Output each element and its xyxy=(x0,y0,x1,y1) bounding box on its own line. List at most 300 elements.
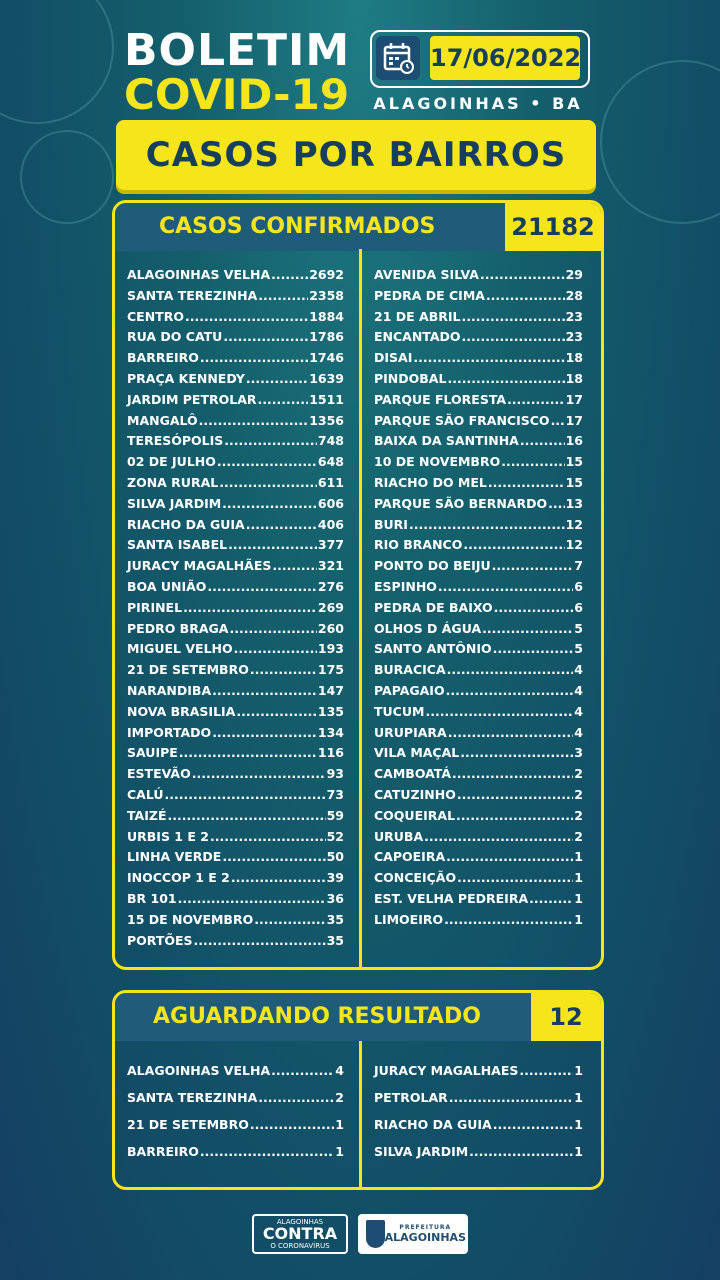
dot-leader xyxy=(210,827,326,848)
case-count: 4 xyxy=(574,724,583,740)
dot-leader xyxy=(246,369,308,390)
neighborhood-name: TERESÓPOLIS xyxy=(127,433,224,449)
list-item xyxy=(127,847,344,868)
neighborhood-name: PAPAGAIO xyxy=(374,682,445,698)
list-item xyxy=(127,619,344,640)
case-count: 1 xyxy=(574,1117,583,1132)
case-count: 17 xyxy=(565,391,583,407)
list-item xyxy=(127,348,344,369)
dot-leader xyxy=(548,494,565,515)
dot-leader xyxy=(250,660,317,681)
dot-leader xyxy=(222,494,317,515)
list-item xyxy=(374,743,583,764)
list-item xyxy=(127,1057,344,1084)
list-item xyxy=(374,473,583,494)
dot-leader xyxy=(452,764,573,785)
neighborhood-name: BR 101 xyxy=(127,890,177,906)
neighborhood-name: DISAI xyxy=(374,350,413,366)
neighborhood-name: ZONA RURAL xyxy=(127,474,219,490)
neighborhood-name: PARQUE SÃO FRANCISCO xyxy=(374,412,550,428)
dot-leader xyxy=(520,431,565,452)
case-count: 1 xyxy=(574,911,583,927)
case-count: 15 xyxy=(565,474,583,490)
list-item xyxy=(127,452,344,473)
case-count: 2 xyxy=(574,807,583,823)
dot-leader xyxy=(271,265,308,286)
neighborhood-name: EST. VELHA PEDREIRA xyxy=(374,890,529,906)
neighborhood-name: AVENIDA SILVA xyxy=(374,267,479,282)
case-count: 1356 xyxy=(309,412,344,428)
title-line1: BOLETIM xyxy=(124,25,351,76)
neighborhood-name: PORTÕES xyxy=(127,932,193,948)
dot-leader xyxy=(448,723,574,744)
list-item xyxy=(374,515,583,536)
location-label: ALAGOINHAS • BA xyxy=(373,94,583,113)
list-item xyxy=(374,1084,583,1111)
neighborhood-name: NARANDIBA xyxy=(127,682,212,698)
dot-leader xyxy=(456,806,573,827)
awaiting-right-column xyxy=(358,1057,601,1187)
dot-leader xyxy=(462,327,565,348)
case-count: 193 xyxy=(317,641,344,657)
list-item xyxy=(374,390,583,411)
list-item xyxy=(374,1138,583,1165)
case-count: 269 xyxy=(317,599,344,615)
case-count: 17 xyxy=(565,412,583,428)
case-count: 406 xyxy=(317,516,344,532)
neighborhood-name: ALAGOINHAS VELHA xyxy=(127,267,271,282)
city-logo xyxy=(358,1214,468,1254)
neighborhood-name: PONTO DO BEIJU xyxy=(374,558,491,574)
list-item xyxy=(127,431,344,452)
list-item xyxy=(374,806,583,827)
date-box xyxy=(370,30,590,88)
neighborhood-name: VILA MAÇAL xyxy=(374,745,460,761)
dot-leader xyxy=(234,639,317,660)
list-item xyxy=(374,307,583,328)
dot-leader xyxy=(501,452,564,473)
dot-leader xyxy=(447,369,564,390)
case-count: 36 xyxy=(326,890,344,906)
case-count: 1786 xyxy=(309,329,344,345)
dot-leader xyxy=(551,411,565,432)
case-count: 39 xyxy=(326,870,344,886)
dot-leader xyxy=(272,556,317,577)
city-top-text: PREFEITURA xyxy=(399,1224,452,1231)
confirmed-total: 21182 xyxy=(505,203,601,251)
case-count: 1884 xyxy=(309,308,344,324)
case-count: 4 xyxy=(574,662,583,678)
dot-leader xyxy=(194,931,326,952)
list-item xyxy=(374,764,583,785)
confirmed-right-column xyxy=(358,265,601,967)
case-count: 606 xyxy=(317,495,344,511)
dot-leader xyxy=(236,702,317,723)
dot-leader xyxy=(446,847,573,868)
case-count: 7 xyxy=(574,558,583,574)
case-count: 2692 xyxy=(309,267,344,282)
awaiting-left-column xyxy=(115,1057,358,1187)
list-item xyxy=(127,369,344,390)
neighborhood-name: MANGALÔ xyxy=(127,412,198,428)
campaign-logo xyxy=(252,1214,348,1254)
neighborhood-name: PINDOBAL xyxy=(374,370,447,386)
dot-leader xyxy=(482,619,573,640)
list-item xyxy=(127,556,344,577)
case-count: 134 xyxy=(317,724,344,740)
dot-leader xyxy=(258,390,309,411)
dot-leader xyxy=(449,1084,574,1111)
dot-leader xyxy=(207,577,316,598)
case-count: 1639 xyxy=(309,370,344,386)
list-item xyxy=(127,827,344,848)
neighborhood-name: INOCCOP 1 E 2 xyxy=(127,870,230,886)
neighborhood-name: PEDRA DE CIMA xyxy=(374,287,485,303)
list-item xyxy=(374,494,583,515)
awaiting-panel xyxy=(112,990,604,1190)
case-count: 4 xyxy=(574,703,583,719)
case-count: 35 xyxy=(326,932,344,948)
list-item xyxy=(374,910,583,931)
case-count: 135 xyxy=(317,703,344,719)
neighborhood-name: SANTA TEREZINHA xyxy=(127,287,258,303)
list-item xyxy=(127,307,344,328)
case-count: 116 xyxy=(317,745,344,761)
dot-leader xyxy=(461,307,564,328)
neighborhood-name: ENCANTADO xyxy=(374,329,461,345)
list-item xyxy=(374,348,583,369)
list-item xyxy=(127,723,344,744)
campaign-bottom-text: O CORONAVÍRUS xyxy=(270,1242,330,1250)
neighborhood-name: 21 DE ABRIL xyxy=(374,308,461,324)
neighborhood-name: BARREIRO xyxy=(127,350,199,366)
dot-leader xyxy=(494,598,574,619)
dot-leader xyxy=(224,431,317,452)
list-item xyxy=(374,785,583,806)
dot-leader xyxy=(200,1138,334,1165)
list-item xyxy=(374,598,583,619)
neighborhood-name: 21 DE SETEMBRO xyxy=(127,1117,249,1132)
case-count: 276 xyxy=(317,578,344,594)
case-count: 2 xyxy=(574,786,583,802)
dot-leader xyxy=(246,515,317,536)
case-count: 50 xyxy=(326,849,344,865)
neighborhood-name: BURI xyxy=(374,516,408,532)
calendar-icon xyxy=(376,36,420,80)
neighborhood-name: IMPORTADO xyxy=(127,724,212,740)
neighborhood-name: RIO BRANCO xyxy=(374,537,463,553)
neighborhood-name: BAIXA DA SANTINHA xyxy=(374,433,519,449)
neighborhood-name: 10 DE NOVEMBRO xyxy=(374,454,501,470)
list-item xyxy=(127,681,344,702)
neighborhood-name: ESTEVÃO xyxy=(127,766,191,782)
case-count: 23 xyxy=(565,308,583,324)
neighborhood-name: CALÚ xyxy=(127,786,164,802)
list-item xyxy=(127,660,344,681)
confirmed-columns xyxy=(115,251,601,967)
neighborhood-name: COQUEIRAL xyxy=(374,807,456,823)
case-count: 2 xyxy=(574,766,583,782)
list-item xyxy=(127,494,344,515)
dot-leader xyxy=(493,1111,574,1138)
neighborhood-name: BURACICA xyxy=(374,662,446,678)
list-item xyxy=(374,889,583,910)
list-item xyxy=(127,411,344,432)
case-count: 1 xyxy=(335,1144,344,1159)
dot-leader xyxy=(447,660,574,681)
list-item xyxy=(374,660,583,681)
list-item xyxy=(374,1057,583,1084)
neighborhood-name: SILVA JARDIM xyxy=(127,495,222,511)
neighborhood-name: PARQUE FLORESTA xyxy=(374,391,507,407)
virus-decoration xyxy=(600,60,720,224)
dot-leader xyxy=(223,327,308,348)
case-count: 23 xyxy=(565,329,583,345)
case-count: 5 xyxy=(574,620,583,636)
neighborhood-name: CAPOEIRA xyxy=(374,849,446,865)
list-item xyxy=(374,452,583,473)
dot-leader xyxy=(413,348,564,369)
dot-leader xyxy=(228,535,317,556)
case-count: 1 xyxy=(574,849,583,865)
neighborhood-name: PEDRA DE BAIXO xyxy=(374,599,493,615)
case-count: 748 xyxy=(317,433,344,449)
list-item xyxy=(127,785,344,806)
dot-leader xyxy=(529,889,573,910)
dot-leader xyxy=(167,806,325,827)
bulletin-date: 17/06/2022 xyxy=(430,36,580,80)
case-count: 5 xyxy=(574,641,583,657)
case-count: 12 xyxy=(565,537,583,553)
case-count: 1 xyxy=(574,1144,583,1159)
list-item xyxy=(127,327,344,348)
campaign-main-text: CONTRA xyxy=(262,1224,338,1243)
dot-leader xyxy=(219,473,317,494)
list-item xyxy=(374,639,583,660)
neighborhood-name: OLHOS D ÁGUA xyxy=(374,620,482,636)
dot-leader xyxy=(507,390,565,411)
dot-leader xyxy=(480,265,565,286)
neighborhood-name: 15 DE NOVEMBRO xyxy=(127,911,254,927)
neighborhood-name: SILVA JARDIM xyxy=(374,1144,469,1159)
list-item xyxy=(127,390,344,411)
dot-leader xyxy=(425,702,573,723)
case-count: 6 xyxy=(574,599,583,615)
case-count: 175 xyxy=(317,662,344,678)
title-line2: COVID-19 xyxy=(124,70,350,119)
case-count: 93 xyxy=(326,766,344,782)
list-item xyxy=(127,764,344,785)
dot-leader xyxy=(199,411,309,432)
case-count: 648 xyxy=(317,454,344,470)
list-item xyxy=(127,889,344,910)
dot-leader xyxy=(438,577,573,598)
column-divider xyxy=(359,249,362,967)
neighborhood-name: CONCEIÇÃO xyxy=(374,870,457,886)
dot-leader xyxy=(183,598,317,619)
neighborhood-name: ESPINHO xyxy=(374,578,437,594)
list-item xyxy=(127,1084,344,1111)
awaiting-total: 12 xyxy=(531,993,601,1041)
dot-leader xyxy=(254,910,325,931)
neighborhood-name: PARQUE SÃO BERNARDO xyxy=(374,495,548,511)
list-item xyxy=(374,577,583,598)
case-count: 1 xyxy=(335,1117,344,1132)
neighborhood-name: TAIZÉ xyxy=(127,807,167,823)
virus-decoration xyxy=(20,130,114,224)
dot-leader xyxy=(444,910,573,931)
list-item xyxy=(374,619,583,640)
dot-leader xyxy=(258,286,308,307)
dot-leader xyxy=(192,764,326,785)
neighborhood-name: URUBA xyxy=(374,828,424,844)
confirmed-panel xyxy=(112,200,604,970)
case-count: 4 xyxy=(335,1063,344,1078)
neighborhood-name: RIACHO DA GUIA xyxy=(374,1117,492,1132)
case-count: 13 xyxy=(565,495,583,511)
list-item xyxy=(127,473,344,494)
case-count: 611 xyxy=(317,474,344,490)
dot-leader xyxy=(212,723,317,744)
case-count: 12 xyxy=(565,516,583,532)
neighborhood-name: SAUIPE xyxy=(127,745,178,761)
list-item xyxy=(374,556,583,577)
list-item xyxy=(127,639,344,660)
list-item xyxy=(127,910,344,931)
case-count: 1 xyxy=(574,1090,583,1105)
neighborhood-name: CAMBOATÁ xyxy=(374,766,452,782)
list-item xyxy=(127,1138,344,1165)
dot-leader xyxy=(271,1057,334,1084)
dot-leader xyxy=(217,452,317,473)
case-count: 28 xyxy=(565,287,583,303)
neighborhood-name: BOA UNIÃO xyxy=(127,578,207,594)
list-item xyxy=(374,847,583,868)
neighborhood-name: CATUZINHO xyxy=(374,786,456,802)
case-count: 3 xyxy=(574,745,583,761)
dot-leader xyxy=(519,1057,573,1084)
list-item xyxy=(374,327,583,348)
case-count: 147 xyxy=(317,682,344,698)
dot-leader xyxy=(409,515,565,536)
dot-leader xyxy=(486,286,565,307)
list-item xyxy=(374,431,583,452)
neighborhood-name: URUPIARA xyxy=(374,724,447,740)
neighborhood-name: 21 DE SETEMBRO xyxy=(127,662,249,678)
list-item xyxy=(127,1111,344,1138)
neighborhood-name: CENTRO xyxy=(127,308,184,324)
column-divider xyxy=(359,1041,362,1187)
list-item xyxy=(127,535,344,556)
case-count: 2 xyxy=(574,828,583,844)
dot-leader xyxy=(493,639,574,660)
case-count: 52 xyxy=(326,828,344,844)
neighborhood-name: NOVA BRASILIA xyxy=(127,703,236,719)
list-item xyxy=(127,868,344,889)
banner-title: CASOS POR BAIRROS xyxy=(145,135,567,175)
list-item xyxy=(127,265,344,286)
list-item xyxy=(374,535,583,556)
case-count: 2 xyxy=(335,1090,344,1105)
dot-leader xyxy=(457,785,573,806)
case-count: 2358 xyxy=(309,287,344,303)
list-item xyxy=(127,577,344,598)
case-count: 1746 xyxy=(309,350,344,366)
neighborhood-name: MIGUEL VELHO xyxy=(127,641,233,657)
neighborhood-name: PETROLAR xyxy=(374,1090,448,1105)
case-count: 18 xyxy=(565,350,583,366)
case-count: 29 xyxy=(565,267,583,282)
case-count: 1 xyxy=(574,1063,583,1078)
list-item xyxy=(374,369,583,390)
dot-leader xyxy=(492,556,574,577)
list-item xyxy=(127,598,344,619)
virus-decoration xyxy=(0,0,114,124)
dot-leader xyxy=(457,868,573,889)
dot-leader xyxy=(469,1138,573,1165)
list-item xyxy=(374,723,583,744)
list-item xyxy=(127,931,344,952)
neighborhood-name: PEDRO BRAGA xyxy=(127,620,229,636)
list-item xyxy=(127,743,344,764)
neighborhood-name: JURACY MAGALHÃES xyxy=(127,558,272,574)
neighborhood-name: JURACY MAGALHAES xyxy=(374,1063,519,1078)
neighborhood-name: TUCUM xyxy=(374,703,425,719)
city-main-text: ALAGOINHAS xyxy=(384,1231,466,1244)
neighborhood-name: RIACHO DA GUIA xyxy=(127,516,245,532)
list-item xyxy=(374,868,583,889)
case-count: 18 xyxy=(565,370,583,386)
neighborhood-name: PRAÇA KENNEDY xyxy=(127,370,245,386)
case-count: 377 xyxy=(317,537,344,553)
list-item xyxy=(374,411,583,432)
awaiting-label: AGUARDANDO RESULTADO xyxy=(115,993,531,1041)
neighborhood-name: SANTA ISABEL xyxy=(127,537,228,553)
dot-leader xyxy=(185,307,308,328)
list-item xyxy=(374,265,583,286)
dot-leader xyxy=(424,827,573,848)
neighborhood-name: JARDIM PETROLAR xyxy=(127,391,257,407)
awaiting-header xyxy=(115,993,601,1041)
neighborhood-name: RIACHO DO MEL xyxy=(374,474,487,490)
neighborhood-name: SANTA TEREZINHA xyxy=(127,1090,258,1105)
list-item xyxy=(374,702,583,723)
awaiting-columns xyxy=(115,1041,601,1187)
dot-leader xyxy=(179,743,317,764)
case-count: 6 xyxy=(574,578,583,594)
list-item xyxy=(127,702,344,723)
dot-leader xyxy=(178,889,326,910)
campaign-top-text: ALAGOINHAS xyxy=(276,1218,324,1226)
dot-leader xyxy=(258,1084,334,1111)
dot-leader xyxy=(231,868,326,889)
dot-leader xyxy=(446,681,574,702)
case-count: 260 xyxy=(317,620,344,636)
banner xyxy=(116,120,596,190)
case-count: 35 xyxy=(326,911,344,927)
dot-leader xyxy=(200,348,308,369)
neighborhood-name: RUA DO CATU xyxy=(127,329,223,345)
list-item xyxy=(127,806,344,827)
dot-leader xyxy=(222,847,325,868)
case-count: 321 xyxy=(317,558,344,574)
neighborhood-name: LINHA VERDE xyxy=(127,849,222,865)
neighborhood-name: 02 DE JULHO xyxy=(127,454,216,470)
dot-leader xyxy=(460,743,573,764)
neighborhood-name: PIRINEL xyxy=(127,599,183,615)
list-item xyxy=(374,286,583,307)
confirmed-left-column xyxy=(115,265,358,967)
